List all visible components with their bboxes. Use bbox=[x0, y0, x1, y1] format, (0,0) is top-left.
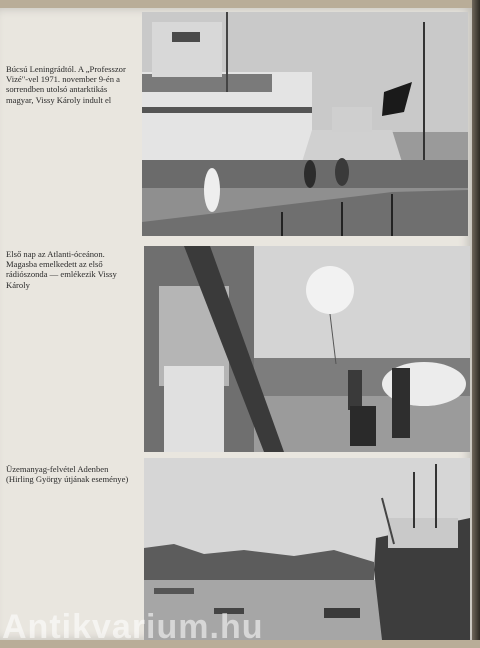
book-page bbox=[0, 8, 474, 646]
caption-departure: Búcsú Leningrádtól. A „Professzor Vizé"-vel 1971. november 9-én a sorrendben utolsó antarktikás magyar, Vissy Károly indult el bbox=[6, 64, 126, 105]
book-spine bbox=[472, 0, 480, 640]
caption-radiosonde: Első nap az Atlanti-óceánon. Magasba emelkedett az első rádiószonda — emlékezik Vissy Károly bbox=[6, 249, 117, 290]
caption-aden-fueling: Üzemanyag-felvétel Adenben (Hirling György útjának eseménye) bbox=[6, 464, 129, 485]
watermark: Antikvarium.hu bbox=[2, 608, 264, 646]
photo-departure-leningrad bbox=[142, 12, 468, 236]
photo-radiosonde-atlantic bbox=[144, 246, 470, 452]
